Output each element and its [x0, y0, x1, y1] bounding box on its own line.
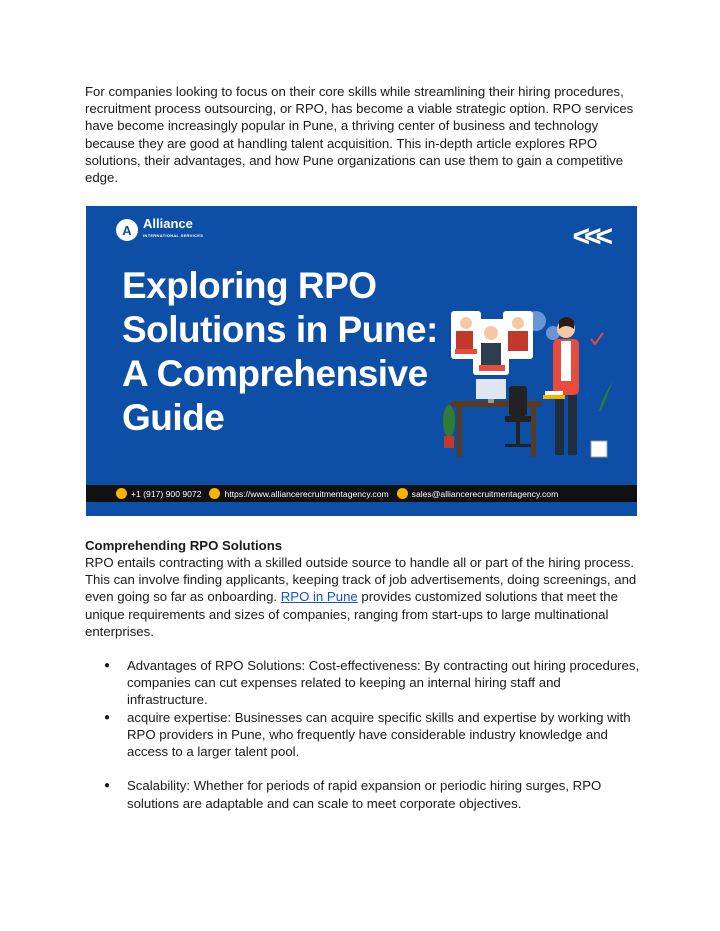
section-heading: Comprehending RPO Solutions — [85, 538, 283, 553]
candidate-cards — [451, 311, 533, 375]
rpo-in-pune-link[interactable]: RPO in Pune — [280, 589, 358, 605]
contact-phone: +1 (917) 900 9072 — [116, 488, 201, 499]
hero-banner-image — [86, 206, 637, 516]
logo-name: Alliance — [143, 216, 193, 231]
globe-icon — [209, 488, 220, 499]
chevrons-left-icon: <<< — [572, 220, 607, 253]
books-stack — [543, 391, 565, 399]
mail-icon — [397, 488, 408, 499]
list-item: ● acquire expertise: Businesses can acquire specific skills and expertise by working with RPO providers in Pune, who frequently have considerable industry knowledge and access to a larger talent pool. — [85, 709, 645, 761]
contact-bar — [86, 485, 637, 502]
floor-plant-icon — [591, 381, 613, 457]
checkmark-icon — [591, 333, 603, 344]
phone-icon — [116, 488, 127, 499]
section-body: RPO entails contracting with a skilled outside source to handle all or part of the hiring process. This can involve finding applicants, keeping track of job advertisements, doing screenings, and even going so far as onboarding. RPO in Pune provides customized solutions that meet the unique requirements and sizes of companies, ranging from start-ups to large multinational enterprises. — [85, 555, 637, 639]
brand-logo — [116, 218, 203, 242]
contact-website: https://www.alliancerecruitmentagency.com — [209, 488, 388, 499]
banner-bottom-strip — [86, 502, 637, 516]
list-item: ● Advantages of RPO Solutions: Cost-effectiveness: By contracting out hiring procedures, companies can cut expenses related to keeping an internal hiring staff and infrastructure. — [85, 657, 645, 709]
list-item: ● Scalability: Whether for periods of rapid expansion or periodic hiring surges, RPO solutions are adaptable and can scale to meet corporate objectives. — [85, 777, 645, 811]
logo-subtitle: INTERNATIONAL SERVICES — [143, 233, 204, 238]
banner-title: Exploring RPO Solutions in Pune: A Comprehensive Guide — [122, 265, 438, 438]
office-illustration — [441, 291, 621, 491]
office-chair — [505, 386, 531, 447]
contact-email: sales@alliancerecruitmentagency.com — [397, 488, 559, 499]
advantages-list — [85, 657, 645, 812]
intro-paragraph: For companies looking to focus on their core skills while streamlining their hiring procedures, recruitment process outsourcing, or RPO, has become a viable strategic option. RPO services have become increasingly popular in Pune, a thriving center of business and technology because they are good at handling talent acquisition. This in-depth article explores RPO solutions, their advantages, and how Pune organizations can use them to gain a competitive edge. — [85, 84, 634, 186]
plant-icon — [443, 405, 455, 448]
logo-icon: A — [116, 219, 138, 241]
